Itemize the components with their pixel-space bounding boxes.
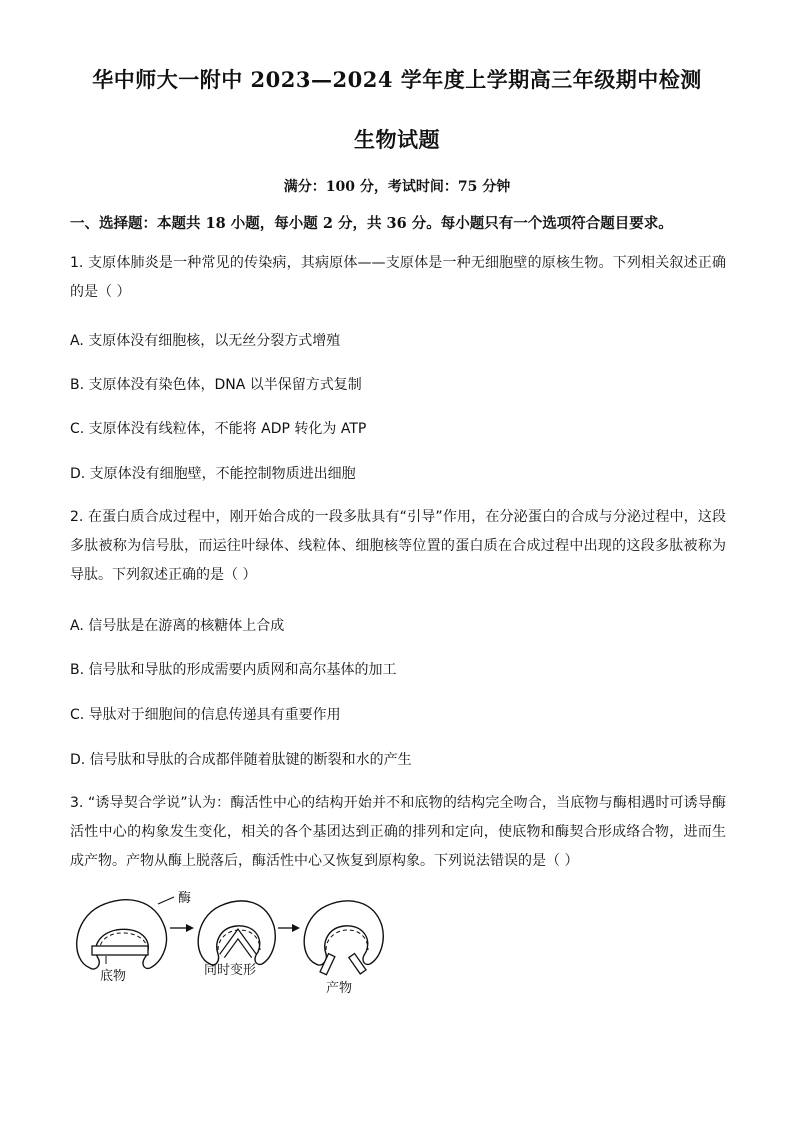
question-2-stem: 2. 在蛋白质合成过程中，刚开始合成的一段多肽具有“引导”作用，在分泌蛋白的合成与分泌过程中，这段多肽被称为信号肽，而运往叶绿体、线粒体、细胞核等位置的蛋白质在合成过程中出现的这段多肽被称为导肽。下列叙述正确的是（ ）: [70, 509, 726, 583]
section-heading: 一、选择题：本题共 18 小题，每小题 2 分，共 36 分。每小题只有一个选项符合题目要求。: [70, 215, 673, 232]
product-pieces: [320, 954, 366, 975]
question-1-option-c: C. 支原体没有线粒体，不能将 ADP 转化为 ATP: [70, 421, 367, 437]
question-1-stem: 1. 支原体肺炎是一种常见的传染病，其病原体——支原体是一种无细胞壁的原核生物。下列相关叙述正确的是（ ）: [70, 255, 726, 300]
enzyme-label: 酶: [178, 891, 192, 906]
question-1-option-a: A. 支原体没有细胞核，以无丝分裂方式增殖: [70, 333, 341, 349]
question-2-option-a: A. 信号肽是在游离的核糖体上合成: [70, 618, 285, 634]
exam-meta: 满分：100 分，考试时间：75 分钟: [283, 179, 511, 195]
question-2-option-d: D. 信号肽和导肽的合成都伴随着肽键的断裂和水的产生: [70, 752, 412, 768]
question-2-option-b: B. 信号肽和导肽的形成需要内质网和高尔基体的加工: [70, 662, 397, 678]
deform-label: 同时变形: [204, 963, 257, 978]
question-1-option-d: D. 支原体没有细胞壁，不能控制物质进出细胞: [70, 466, 356, 482]
exam-subject: 生物试题: [354, 127, 440, 152]
induced-fit-diagram: [70, 890, 400, 1000]
exam-title: 华中师大一附中 2023—2024 学年度上学期高三年级期中检测: [92, 67, 702, 92]
question-2-option-c: C. 导肽对于细胞间的信息传递具有重要作用: [70, 707, 341, 723]
product-label: 产物: [326, 981, 353, 996]
question-1-option-b: B. 支原体没有染色体，DNA 以半保留方式复制: [70, 377, 362, 393]
enzyme-shape-1: [77, 900, 167, 969]
question-3-stem: 3. “诱导契合学说”认为：酶活性中心的结构开始并不和底物的结构完全吻合，当底物与酶相遇时可诱导酶活性中心的构象发生变化，相关的各个基团达到正确的排列和定向，使底物和酶契合形成络合物，进而生成产物。产物从酶上脱落后，酶活性中心又恢复到原构象。下列说法错误的是（ ）: [70, 795, 726, 869]
substrate-bar: [92, 946, 148, 955]
enzyme-shape-3: [304, 901, 383, 965]
substrate-label: 底物: [100, 969, 127, 984]
